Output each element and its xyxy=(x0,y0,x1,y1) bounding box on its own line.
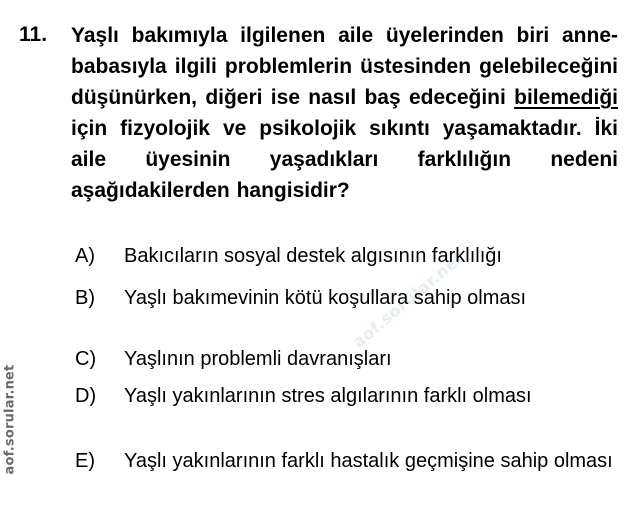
question-text-after: için fizyolojik ve psikolojik sıkıntı yaşamaktadır. İki aile üyesinin yaşadıkları farklılığın nedeni aşağıdakilerden hangisidir? xyxy=(71,117,618,202)
side-watermark-text: aof.sorular.net xyxy=(2,364,18,474)
question-text-before: Yaşlı bakımıyla ilgilenen aile üyelerinden biri anne-babasıyla ilgili problemlerin üstesinden gelebileceğini düşünürken, diğeri ise nasıl baş edeceğini xyxy=(71,24,618,109)
option-a-letter: A) xyxy=(75,245,95,267)
question-number: 11. xyxy=(19,23,48,46)
side-watermark xyxy=(1,313,19,525)
option-c-text: Yaşlının problemli davranışları xyxy=(124,348,392,370)
option-d-letter: D) xyxy=(75,385,97,407)
option-c-letter: C) xyxy=(75,348,97,370)
option-d[interactable] xyxy=(75,382,620,410)
diagonal-watermark: aof.sorular.net xyxy=(348,247,468,352)
option-a-text: Bakıcıların sosyal destek algısının farklılığı xyxy=(124,245,502,267)
option-a[interactable] xyxy=(75,242,620,270)
option-b-text: Yaşlı bakımevinin kötü koşullara sahip olması xyxy=(124,287,527,309)
question-underlined-word: bilemediği xyxy=(514,86,618,109)
option-b-letter: B) xyxy=(75,287,95,309)
option-e[interactable] xyxy=(75,447,620,475)
option-d-text: Yaşlı yakınlarının stres algılarının farklı olması xyxy=(124,385,532,407)
option-e-letter: E) xyxy=(75,450,95,472)
option-e-text: Yaşlı yakınlarının farklı hastalık geçmişine sahip olması xyxy=(124,450,613,472)
option-c[interactable] xyxy=(75,345,620,373)
question-text xyxy=(71,20,618,206)
option-b[interactable] xyxy=(75,284,620,312)
